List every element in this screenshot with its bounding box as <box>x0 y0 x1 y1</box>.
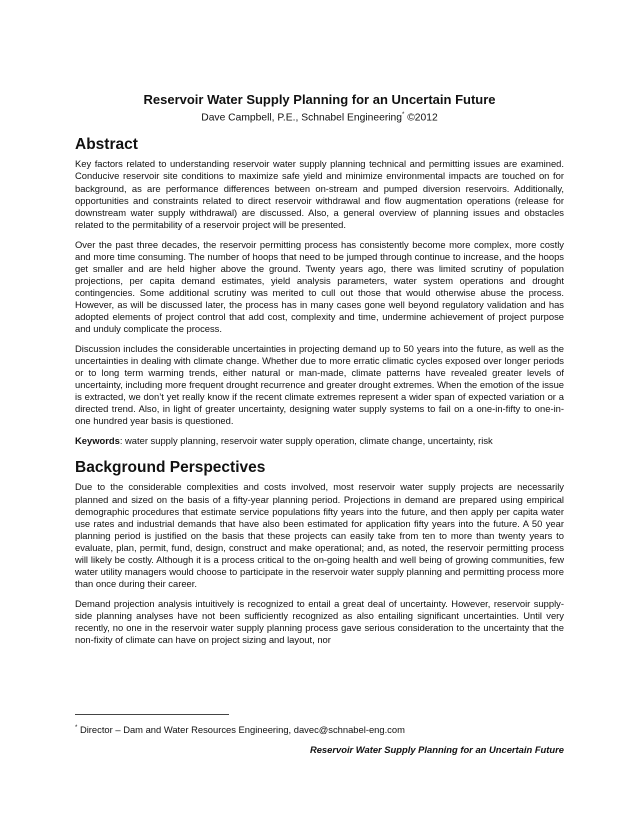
abstract-paragraph-3: Discussion includes the considerable uncertainties in projecting demand up to 50 years into the future, as well as the uncertainties in dealing with climate change. Whether due to more erratic climatic cycles exposed over longer periods or to long term warming trends, either natural or man-made, climate patterns have revealed greater levels of uncertainty, including more frequent drought recurrence and greater drought extremes. When the emotion of the issue is extracted, we don’t yet really know if the recent climate extremes represent a wider span of expected variation or a directed trend. Also, in light of greater uncertainty, designing water supply systems to fail on a one-in-fifty to one-in-one hundred year basis is questioned. <box>75 343 564 427</box>
footnote <box>75 722 564 736</box>
copyright-year: ©2012 <box>407 112 438 124</box>
background-paragraph-1: Due to the considerable complexities and costs involved, most reservoir water supply projects are necessarily planned and sized on the basis of a fifty-year planning period. Projections in demand are prepared using empirical demographic procedures that estimate service populations fifty years into the future, and then apply per capita water use rates and industrial demands that have also been estimated for application fifty years into the future. A 50 year planning period is justified on the basis that these projects can easily take from ten to more than twenty years to evaluate, plan, permit, fund, design, construct and make operational; and, as noted, the reservoir permitting process will likely be costly. Although it is a process critical to the on-going health and well being of growing communities, few water utility managers would choose to participate in the reservoir water supply planning and permitting process more than once during their career. <box>75 481 564 589</box>
author-name: Dave Campbell, P.E., Schnabel Engineering <box>201 112 402 124</box>
paper-title: Reservoir Water Supply Planning for an Uncertain Future <box>143 92 496 107</box>
page-content <box>75 92 564 646</box>
background-heading: Background Perspectives <box>75 459 266 477</box>
abstract-paragraph-2: Over the past three decades, the reservoir permitting process has consistently become more complex, more costly and more time consuming. The number of hoops that need to be jumped through continue to increase, and the hoops get smaller and are held higher above the ground. Twenty years ago, there was limited scrutiny of population projections, per capita demand estimates, yield analysis parameters, water system operations and drought contingencies. Some additional scrutiny was merited to cull out those that would otherwise abuse the process. However, as will be discussed later, the process has in many cases gone well beyond regulatory validation and has adopted elements of project control that add cost, complexity and time, undermine achievement of project purpose and unduly complicate the process. <box>75 238 564 335</box>
footnote-text: Director – Dam and Water Resources Engineering, davec@schnabel-eng.com <box>77 724 405 736</box>
keywords-label: Keywords <box>75 435 120 447</box>
abstract-paragraph-1: Key factors related to understanding reservoir water supply planning technical and permitting issues are examined. Conducive reservoir site conditions to maximize safe yield and minimize environmental impacts are touched on for background, as are performance differences between on-stream and pumped diversion reservoirs. Additionally, opportunities and constraints related to direct reservoir withdrawal and flow augmentation operations (release for downstream water supply withdrawal) are discussed. Also, a general overview of planning issues and obstacles related to the permitability of a reservoir project will be presented. <box>75 158 564 230</box>
running-footer: Reservoir Water Supply Planning for an Uncertain Future <box>309 744 564 755</box>
keywords-line <box>75 435 564 447</box>
abstract-heading: Abstract <box>75 136 138 154</box>
keywords-text: : water supply planning, reservoir water supply operation, climate change, uncertainty, risk <box>119 435 493 447</box>
footnote-divider <box>75 714 229 715</box>
background-paragraph-2: Demand projection analysis intuitively is recognized to entail a great deal of uncertainty. However, reservoir supply-side planning analyses have not been sufficiently recognized as also entailing significant uncertainties. Until very recently, no one in the reservoir water supply planning process gave serious consideration to the uncertainty that the non-fixity of climate can have on project sizing and layout, nor <box>75 597 564 646</box>
author-byline <box>75 109 564 124</box>
footnote-mark: * <box>75 725 78 731</box>
author-footnote-mark: * <box>402 112 405 118</box>
